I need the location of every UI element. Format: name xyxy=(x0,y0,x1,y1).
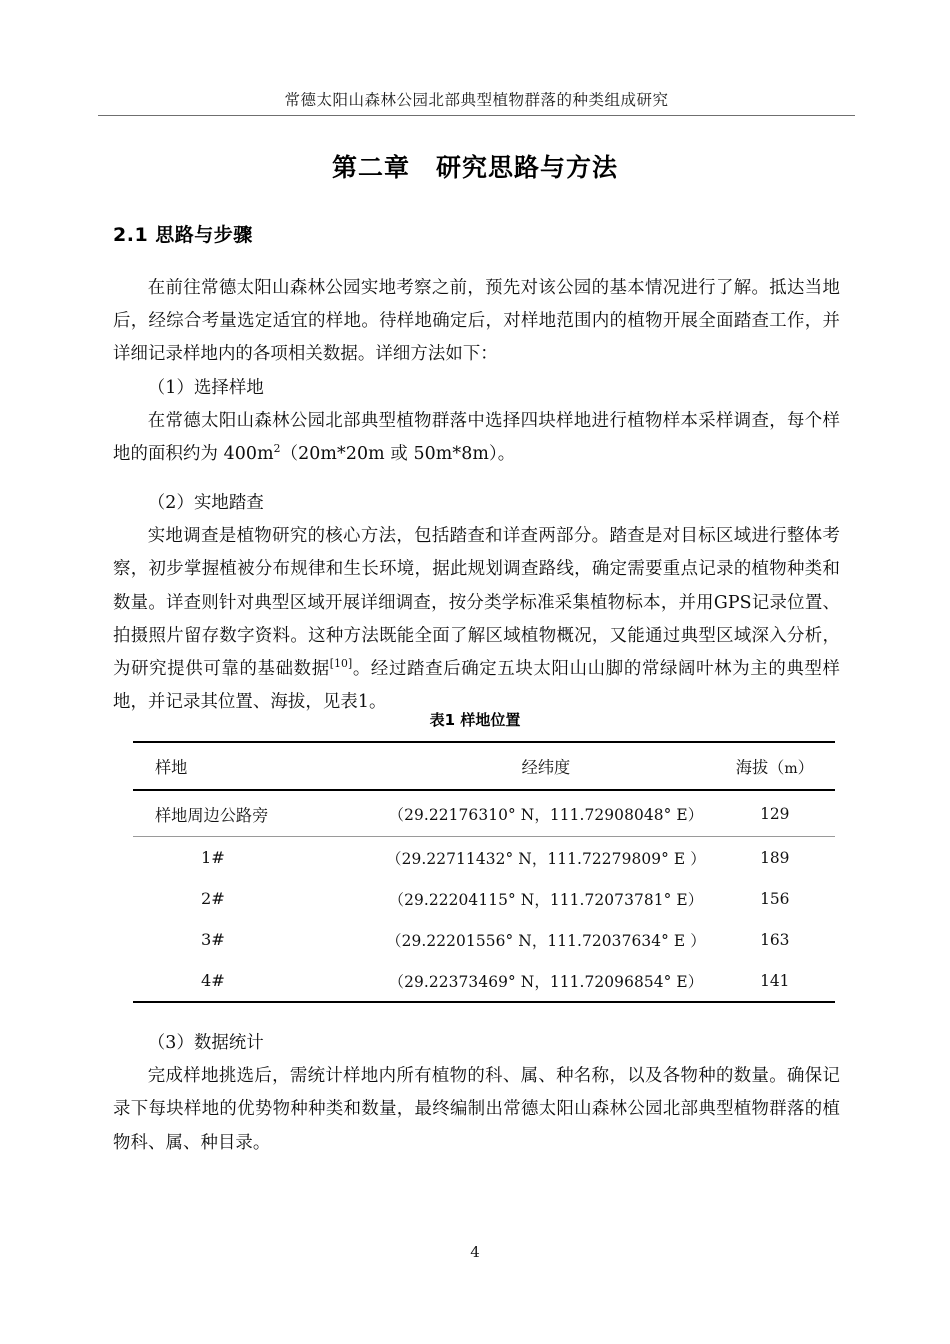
section-heading: 2.1 思路与步骤 xyxy=(113,224,253,246)
citation-superscript: [10] xyxy=(329,657,353,671)
altitude-header-unit: m xyxy=(784,761,798,777)
cell-coordinates: （29.22373469° N，111.72096854° E） xyxy=(377,960,714,1002)
plot-selection-text-before: 在常德太阳山森林公园北部典型植物群落中选择四块样地进行植物样本采样调查，每个样地的面积约为 400m xyxy=(113,410,840,465)
table-header-row xyxy=(133,742,835,790)
cell-coordinates: （29.22176310° N，111.72908048° E） xyxy=(377,790,714,837)
page-number: 4 xyxy=(470,1243,480,1261)
cell-altitude: 189 xyxy=(715,837,835,879)
plot-location-table xyxy=(133,741,835,1003)
paragraph-heading-1: （1）选择样地 xyxy=(147,377,264,398)
column-header-altitude xyxy=(715,742,835,790)
cell-plot: 4# xyxy=(133,960,377,1002)
cell-plot: 样地周边公路旁 xyxy=(133,790,377,837)
chapter-title: 第二章 研究思路与方法 xyxy=(331,153,618,182)
body-text-block-1 xyxy=(113,272,840,471)
paragraph-plot-selection xyxy=(113,405,840,471)
column-header-plot: 样地 xyxy=(133,742,377,790)
paragraph-field-survey xyxy=(113,520,840,719)
paragraph-heading-3: （3）数据统计 xyxy=(147,1033,264,1053)
plot-selection-text-after: （20m*20m 或 50m*8m）。 xyxy=(280,444,516,465)
cell-coordinates: （29.22204115° N，111.72073781° E） xyxy=(388,890,704,909)
header-rule xyxy=(98,115,855,116)
table-body xyxy=(133,790,835,1002)
paragraph-data-statistics: 完成样地挑选后，需统计样地内所有植物的科、属、种名称，以及各物种的数量。确保记录下每块样地的优势物种种类和数量，最终编制出常德太阳山森林公园北部典型植物群落的植物科、属、种目录。 xyxy=(113,1066,840,1153)
cell-altitude: 141 xyxy=(715,960,835,1002)
cell-altitude: 156 xyxy=(760,889,790,908)
altitude-header-prefix: 海拔（ xyxy=(735,758,785,777)
column-header-coordinates: 经纬度 xyxy=(377,742,714,790)
cell-plot: 1# xyxy=(133,837,377,879)
table-row xyxy=(133,878,835,919)
table-row xyxy=(133,960,835,1002)
field-survey-text-before: 实地调查是植物研究的核心方法，包括踏查和详查两部分。踏查是对目标区域进行整体考察，初步掌握植被分布规律和生长环境，据此规划调查路线，确定需要重点记录的植物种类和数量。详查则针对典型区域开展详细调查，按分类学标准采集植物标本，并用GPS记录位置、拍摄照片留存数字资料。这种方法既能全面了解区域植物概况，又能通过典型区域深入分析，为研究提供可靠的基础数据 xyxy=(113,526,840,680)
cell-coordinates: （29.22711432° N，111.72279809° E ） xyxy=(377,837,714,879)
table-row xyxy=(133,919,835,960)
paragraph-heading-2: （2）实地踏查 xyxy=(147,493,264,513)
paragraph-intro: 在前往常德太阳山森林公园实地考察之前，预先对该公园的基本情况进行了解。抵达当地后，经综合考量选定适宜的样地。待样地确定后，对样地范围内的植物开展全面踏查工作，并详细记录样地内的各项相关数据。详细方法如下： xyxy=(113,278,840,365)
cell-altitude: 129 xyxy=(715,790,835,837)
plot-location-table-wrapper xyxy=(133,741,835,1003)
cell-plot: 2# xyxy=(201,889,225,908)
area-superscript: 2 xyxy=(273,442,281,456)
body-text-block-2 xyxy=(113,487,840,719)
running-header: 常德太阳山森林公园北部典型植物群落的种类组成研究 xyxy=(284,91,669,109)
altitude-header-suffix: ） xyxy=(797,758,814,777)
table-header xyxy=(133,742,835,790)
table-caption: 表1 样地位置 xyxy=(429,711,521,729)
cell-altitude: 163 xyxy=(760,930,790,949)
table-row xyxy=(133,790,835,837)
field-survey-text-after: 。经过踏查后确定五块太阳山山脚的常绿阔叶林为主的典型样地，并记录其位置、海拔，见表1。 xyxy=(113,659,841,713)
body-text-block-3 xyxy=(113,1027,840,1160)
table-row xyxy=(133,837,835,879)
cell-plot: 3# xyxy=(201,930,225,949)
cell-coordinates: （29.22201556° N，111.72037634° E ） xyxy=(386,931,706,950)
